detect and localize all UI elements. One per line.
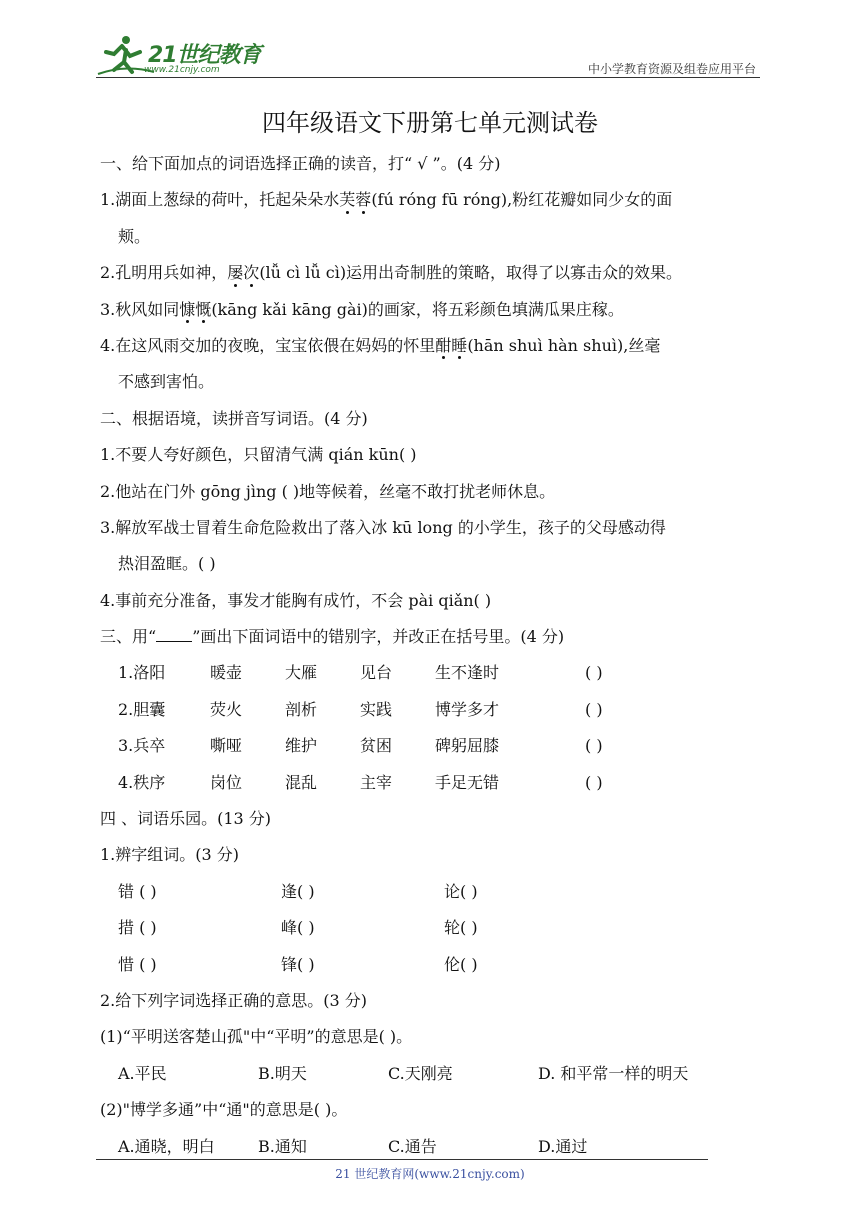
question-1-4: 4.在这风雨交加的夜晚，宝宝依偎在妈妈的怀里酣睡(hān shuì hàn shuì),丝毫: [100, 328, 770, 364]
char-row-3-cell: 伦( ): [444, 954, 478, 974]
word-row-3-cell: 碑躬屈膝: [435, 736, 500, 756]
options-q1-cell: A.平民: [118, 1063, 167, 1083]
word-row-2: [100, 692, 770, 728]
char-row-1-cell: 错 ( ): [118, 881, 157, 901]
platform-name: 中小学教育资源及组卷应用平台: [587, 62, 756, 76]
char-row-1-cell: 论( ): [444, 881, 478, 901]
options-q1-cell: D. 和平常一样的明天: [538, 1063, 689, 1083]
options-q1-cell: B.明天: [258, 1063, 307, 1083]
char-row-2-cell: 轮( ): [444, 918, 478, 938]
word-row-2-cell: 2.胆囊: [118, 699, 166, 719]
underline-sample: [156, 627, 192, 642]
question-2-3: 3.解放军战士冒着生命危险救出了落入冰 kū long 的小学生，孩子的父母感动得: [100, 517, 666, 537]
char-row-2-cell: 措 ( ): [118, 918, 157, 938]
footer-text: 21 世纪教育网(www.21cnjy.com): [335, 1167, 525, 1181]
word-row-4-cell: 混乱: [285, 772, 318, 792]
options-q2-cell: B.通知: [258, 1136, 307, 1156]
options-q2-cell: D.通过: [538, 1136, 588, 1156]
word-row-4-cell: 4.秩序: [118, 772, 166, 792]
question-1-3: 3.秋风如同慷慨(kāng kǎi kāng gài)的画家，将五彩颜色填满瓜果庄稼。: [100, 292, 770, 328]
logo-url: www.21cnjy.com: [144, 65, 220, 75]
part-4-2: 2.给下列字词选择正确的意思。(3 分): [100, 990, 368, 1010]
footer-divider: [96, 1159, 708, 1160]
question-4-2-1: (1)“平明送客楚山孤"中“平明”的意思是( )。: [100, 1027, 413, 1047]
word-row-1-cell: 1.洛阳: [118, 663, 166, 683]
word-row-4: [100, 765, 770, 801]
question-2-2: 2.他站在门外 gōng jìng ( )地等候着，丝毫不敢打扰老师休息。: [100, 481, 556, 501]
word-row-3-cell: 维护: [285, 736, 318, 756]
word-row-3-cell: 贫困: [360, 736, 393, 756]
word-row-1-cell: 生不逢时: [435, 663, 500, 683]
question-1-2: 2.孔明用兵如神，屡次(lǚ cì lǚ cì)运用出奇制胜的策略，取得了以寡击众的效果。: [100, 255, 770, 291]
char-row-3-cell: 惜 ( ): [118, 954, 157, 974]
logo-text: 21世纪教育: [148, 43, 261, 68]
word-row-2-cell: 博学多才: [435, 699, 500, 719]
question-2-3-cont: 热泪盈眶。( ): [118, 554, 216, 574]
question-2-1: 1.不要人夸好颜色，只留清气满 qián kūn( ): [100, 445, 417, 465]
word-row-1-cell: 大雁: [285, 663, 318, 683]
word-row-2-cell: 实践: [360, 699, 393, 719]
options-q2-cell: C.通告: [388, 1136, 437, 1156]
section-2-heading: 二、根据语境，读拼音写词语。(4 分): [100, 408, 368, 428]
word-row-4-cell: 岗位: [210, 772, 243, 792]
options-q1: [100, 1056, 770, 1092]
question-1-4-cont: 不感到害怕。: [118, 372, 215, 392]
char-row-1: [100, 874, 770, 910]
char-row-2: [100, 910, 770, 946]
word-row-4-cell: ( ): [585, 772, 603, 792]
word-row-2-cell: 荧火: [210, 699, 243, 719]
word-row-3-cell: 嘶哑: [210, 736, 243, 756]
word-row-1-cell: 见台: [360, 663, 393, 683]
char-row-1-cell: 逢( ): [281, 881, 315, 901]
question-1-1-cont: 颊。: [118, 226, 151, 246]
word-row-4-cell: 手足无错: [435, 772, 500, 792]
char-row-2-cell: 峰( ): [281, 918, 315, 938]
options-q2-cell: A.通晓，明白: [118, 1136, 215, 1156]
word-row-3-cell: 3.兵卒: [118, 736, 166, 756]
char-row-3: [100, 947, 770, 983]
page-title: 四年级语文下册第七单元测试卷: [262, 109, 598, 137]
word-row-2-cell: ( ): [585, 699, 603, 719]
word-row-3-cell: ( ): [585, 736, 603, 756]
word-row-2-cell: 剖析: [285, 699, 318, 719]
word-row-4-cell: 主宰: [360, 772, 393, 792]
word-row-1: [100, 655, 770, 691]
section-4-heading: 四 、词语乐园。(13 分): [100, 809, 272, 829]
page-header: [96, 30, 760, 78]
word-row-3: [100, 728, 770, 764]
exam-body: [100, 146, 770, 1165]
char-row-3-cell: 锋( ): [281, 954, 315, 974]
word-row-1-cell: ( ): [585, 663, 603, 683]
question-1-1: 1.湖面上葱绿的荷叶，托起朵朵水芙蓉(fú róng fū róng),粉红花瓣如同少女的面: [100, 182, 770, 218]
section-3-heading: 三、用“ ”画出下面词语中的错别字，并改正在括号里。(4 分): [100, 627, 565, 647]
logo: [96, 34, 266, 78]
part-4-1: 1.辨字组词。(3 分): [100, 845, 240, 865]
header-divider: [96, 77, 760, 78]
question-4-2-2: (2)"博学多通”中“通"的意思是( )。: [100, 1100, 348, 1120]
question-2-4: 4.事前充分准备，事发才能胸有成竹，不会 pài qiǎn( ): [100, 590, 492, 610]
options-q1-cell: C.天刚亮: [388, 1063, 453, 1083]
section-1-heading: 一、给下面加点的词语选择正确的读音，打“ √ ”。(4 分): [100, 154, 501, 173]
word-row-1-cell: 暖壶: [210, 663, 243, 683]
